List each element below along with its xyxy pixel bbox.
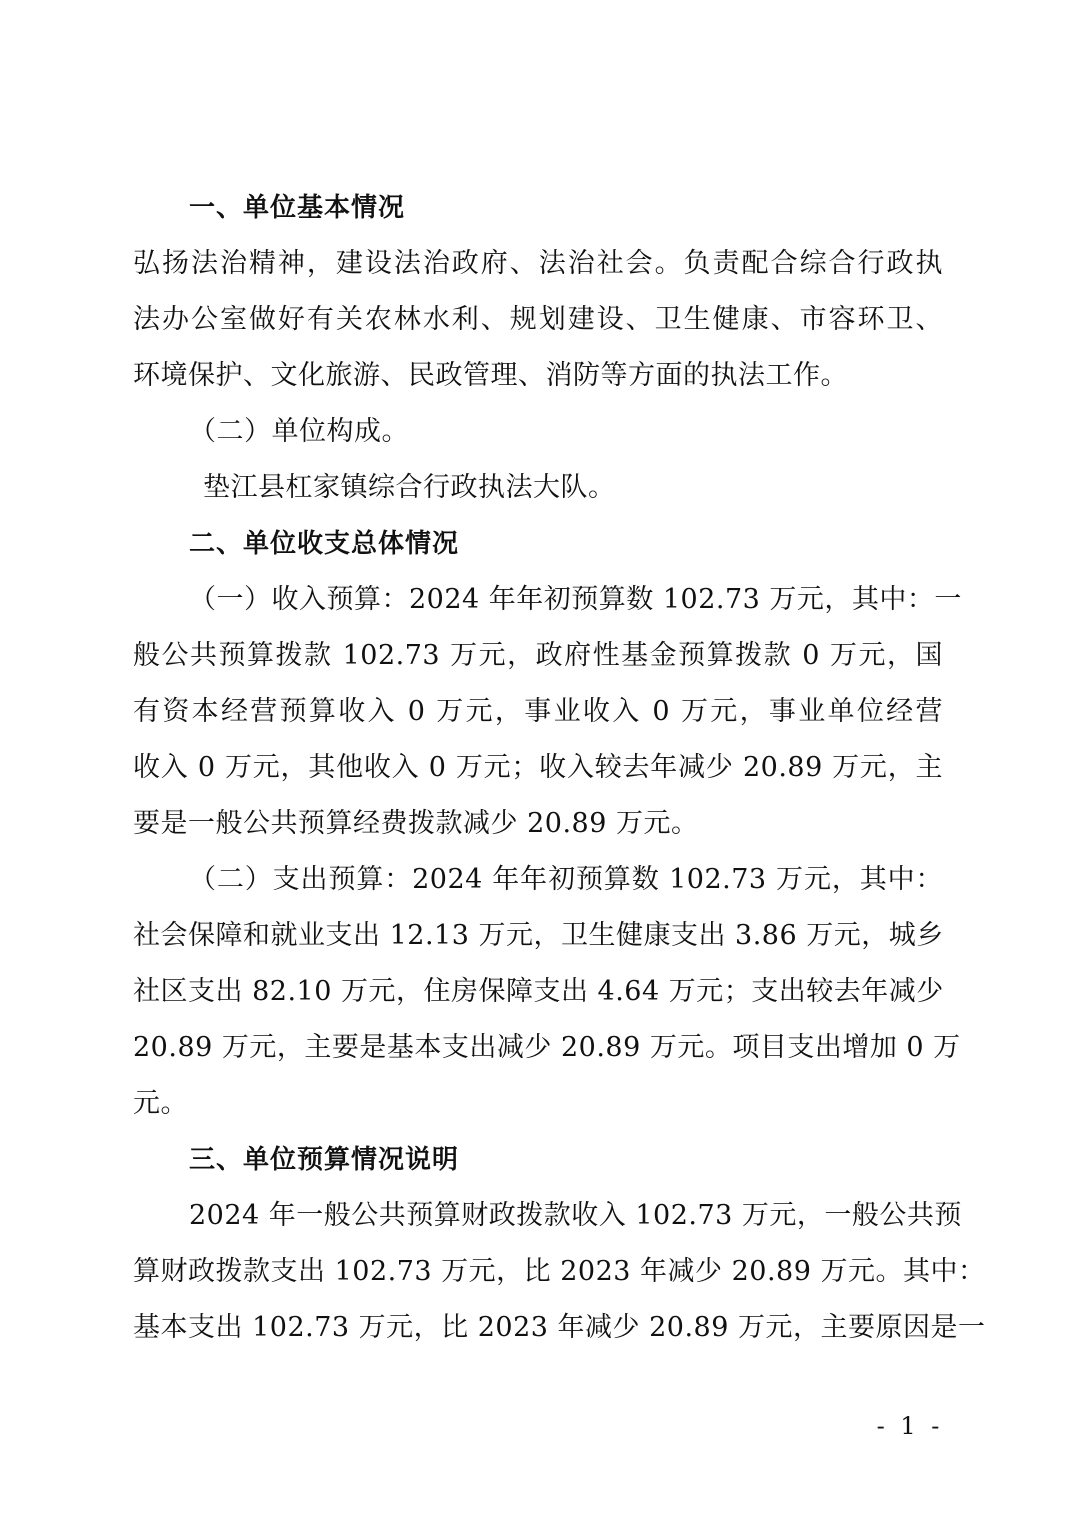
paragraph-line: 算财政拨款支出 102.73 万元，比 2023 年减少 20.89 万元。其中： [133, 1256, 986, 1287]
page-number: - 1 - [876, 1412, 944, 1440]
section-heading-income-expense: 二、单位收支总体情况 [189, 529, 460, 559]
unit-name-line: 垫江县杠家镇综合行政执法大队。 [203, 472, 616, 503]
paragraph-line: 法办公室做好有关农林水利、规划建设、卫生健康、市容环卫、 [133, 304, 943, 335]
paragraph-line: 社区支出 82.10 万元，住房保障支出 4.64 万元；支出较去年减少 [133, 976, 944, 1007]
paragraph-line: 般公共预算拨款 102.73 万元，政府性基金预算拨款 0 万元，国 [133, 640, 943, 671]
paragraph-line: （二）支出预算：2024 年年初预算数 102.73 万元，其中： [189, 864, 943, 895]
paragraph-line: 弘扬法治精神，建设法治政府、法治社会。负责配合综合行政执 [133, 248, 943, 279]
paragraph-line: 要是一般公共预算经费拨款减少 20.89 万元。 [133, 808, 699, 839]
section-heading-basic-info: 一、单位基本情况 [189, 193, 406, 223]
section-heading-budget-explanation: 三、单位预算情况说明 [189, 1145, 460, 1175]
paragraph-line: 环境保护、文化旅游、民政管理、消防等方面的执法工作。 [133, 360, 848, 391]
paragraph-line: 基本支出 102.73 万元，比 2023 年减少 20.89 万元，主要原因是一 [133, 1312, 986, 1343]
paragraph-line: 20.89 万元，主要是基本支出减少 20.89 万元。项目支出增加 0 万 [133, 1032, 961, 1063]
paragraph-line: 2024 年一般公共预算财政拨款收入 102.73 万元，一般公共预 [189, 1200, 962, 1231]
paragraph-line: （一）收入预算：2024 年年初预算数 102.73 万元，其中：一 [189, 584, 962, 615]
document-body [133, 180, 986, 1356]
paragraph-line: 有资本经营预算收入 0 万元，事业收入 0 万元，事业单位经营 [133, 696, 943, 727]
paragraph-line: 元。 [133, 1088, 188, 1119]
paragraph-line: 社会保障和就业支出 12.13 万元，卫生健康支出 3.86 万元，城乡 [133, 920, 944, 951]
paragraph-line: 收入 0 万元，其他收入 0 万元；收入较去年减少 20.89 万元，主 [133, 752, 943, 783]
subheading-unit-composition: （二）单位构成。 [189, 416, 409, 447]
